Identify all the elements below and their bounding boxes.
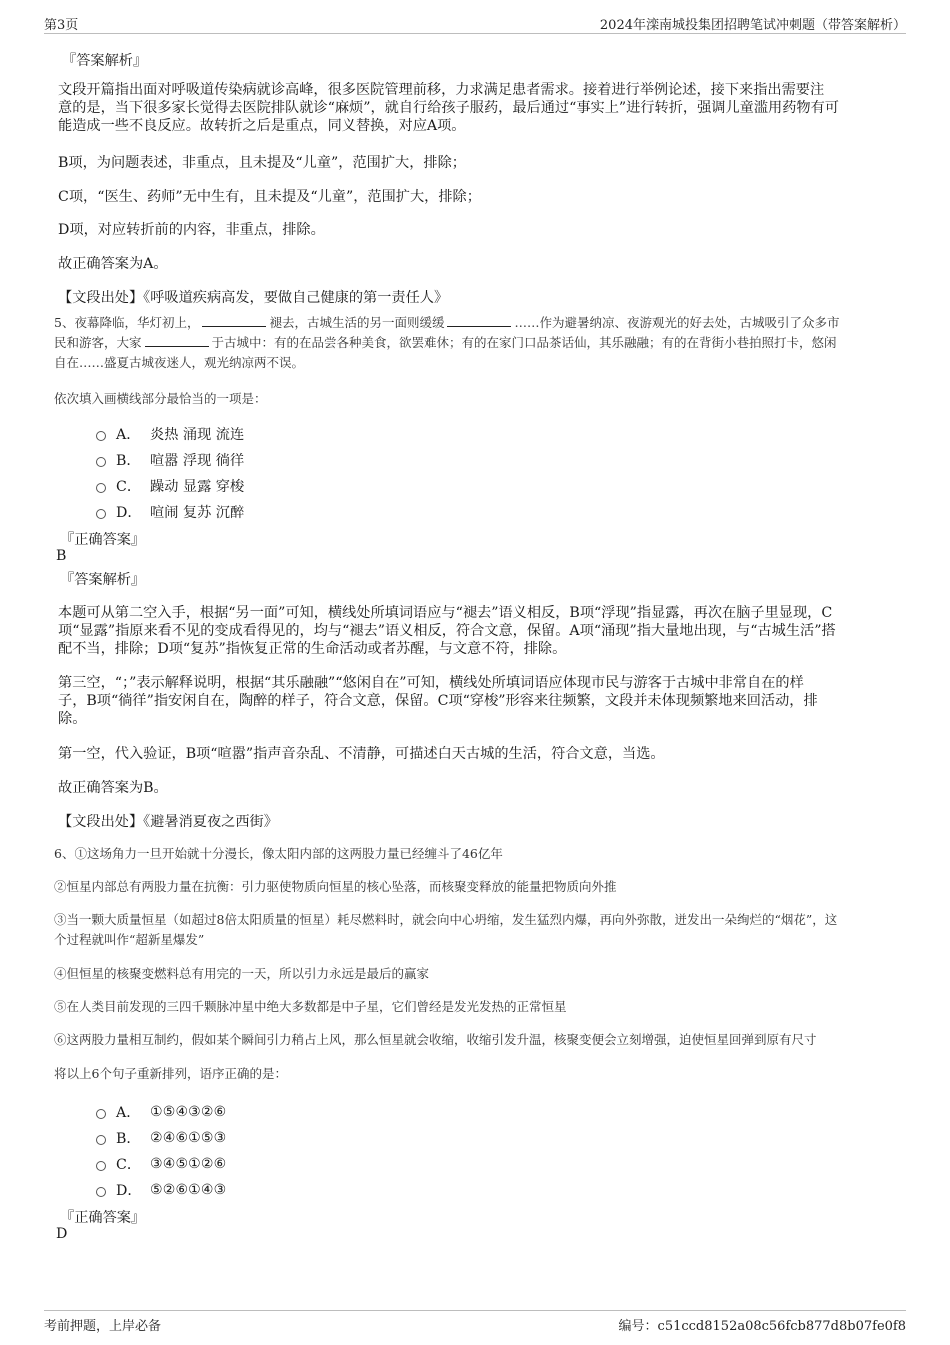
- text-line: 文段开篇指出面对呼吸道传染病就诊高峰，很多医院管理前移，力求满足患者需求。接着进行举例论述，接下来指出需要注: [58, 82, 825, 98]
- q5-option-b[interactable]: B． 喧嚣 浮现 徜徉: [96, 450, 244, 470]
- q4-option-c-analysis: C项，“医生、药师”无中生有，且未提及“儿童”，范围扩大，排除；: [58, 189, 481, 205]
- page-number: 第3页: [44, 18, 79, 33]
- q4-analysis-label: 『答案解析』: [62, 53, 148, 69]
- radio-icon[interactable]: [96, 483, 106, 493]
- q6-sentence-1: 6、①这场角力一旦开始就十分漫长，像太阳内部的这两股力量已经缠斗了46亿年: [54, 846, 503, 861]
- footer-slogan: 考前押题，上岸必备: [44, 1319, 162, 1334]
- q5-source: 【文段出处】《避暑消夏夜之西街》: [58, 814, 278, 830]
- q5-stem-line-3: 自在……盛夏古城夜迷人，观光纳凉两不误。: [54, 355, 305, 370]
- radio-icon[interactable]: [96, 1161, 106, 1171]
- text-line: 配不当，排除；D项“复苏”指恢复正常的生命活动或者苏醒，与文意不符，排除。: [58, 641, 567, 657]
- q6-option-d[interactable]: D． ⑤②⑥①④③: [96, 1180, 226, 1200]
- radio-icon[interactable]: [96, 509, 106, 519]
- q6-answer: D: [56, 1226, 68, 1242]
- q5-option-d[interactable]: D． 喧闹 复苏 沉醉: [96, 502, 244, 522]
- q5-answer-label: 『正确答案』: [60, 532, 146, 548]
- q5-analysis-paragraph-3: 第一空，代入验证，B项“喧嚣”指声音杂乱、不清静，可描述白天古城的生活，符合文意，当选。: [58, 746, 665, 762]
- q6-option-b[interactable]: B． ②④⑥①⑤③: [96, 1128, 226, 1148]
- q6-prompt: 将以上6个句子重新排列，语序正确的是：: [54, 1066, 287, 1081]
- q4-option-d-analysis: D项，对应转折前的内容，非重点，排除。: [58, 222, 325, 238]
- q5-prompt: 依次填入画横线部分最恰当的一项是：: [54, 391, 267, 406]
- q5-stem-line-2: 民和游客，大家 于古城中：有的在品尝各种美食，欲罢难休；有的在家门口品茶话仙，其乐融融；有的在背街小巷拍照打卡，悠闲: [54, 335, 837, 350]
- q5-analysis-label: 『答案解析』: [60, 572, 146, 588]
- radio-icon[interactable]: [96, 1187, 106, 1197]
- q6-option-a[interactable]: A． ①⑤④③②⑥: [96, 1102, 226, 1122]
- footer-code: 编号：c51ccd8152a08c56fcb877d8b07fe0f8: [618, 1319, 906, 1334]
- radio-icon[interactable]: [96, 1135, 106, 1145]
- text-line: 第三空，“；”表示解释说明，根据“其乐融融”“悠闲自在”可知，横线处所填词语应体现市民与游客于古城中非常自在的样: [58, 675, 804, 691]
- fill-blank-3: [145, 334, 209, 347]
- text-line: 本题可从第二空入手，根据“另一面”可知，横线处所填词语应与“褪去”语义相反，B项“浮现”指显露，再次在脑子里显现，C: [58, 605, 833, 621]
- q5-option-a[interactable]: A． 炎热 涌现 流连: [96, 424, 244, 444]
- q6-sentence-5: ⑤在人类目前发现的三四千颗脉冲星中绝大多数都是中子星，它们曾经是发光发热的正常恒星: [54, 999, 567, 1014]
- q6-sentence-2: ②恒星内部总有两股力量在抗衡：引力驱使物质向恒星的核心坠落，而核聚变释放的能量把物质向外推: [54, 879, 617, 894]
- fill-blank-2: [447, 314, 511, 327]
- document-code: c51ccd8152a08c56fcb877d8b07fe0f8: [657, 1319, 906, 1334]
- q5-analysis-paragraph-2: [58, 674, 818, 728]
- header-divider: [44, 33, 906, 34]
- radio-icon[interactable]: [96, 431, 106, 441]
- document-title: 2024年滦南城投集团招聘笔试冲刺题（带答案解析）: [599, 18, 906, 33]
- text-line: 子，B项“徜徉”指安闲自在，陶醉的样子，符合文意，保留。C项“穿梭”形容来往频繁，文段并未体现频繁地来回活动，排: [58, 693, 818, 709]
- fill-blank-1: [202, 314, 266, 327]
- q5-stem-line-1: 5、夜幕降临，华灯初上， 褪去，古城生活的另一面则缓缓 ……作为避暑纳凉、夜游观光的好去处，古城吸引了众多市: [54, 315, 840, 330]
- q5-answer: B: [56, 548, 67, 564]
- footer-divider: [44, 1310, 906, 1311]
- radio-icon[interactable]: [96, 457, 106, 467]
- q4-option-b-analysis: B项，为问题表述，非重点，且未提及“儿童”，范围扩大，排除；: [58, 155, 466, 171]
- text-line: 项“显露”指原来看不见的变成看得见的，均与“褪去”语义相反，符合文意，保留。A项“涌现”指大量地出现，与“古城生活”搭: [58, 623, 836, 639]
- text-line: 除。: [58, 711, 87, 727]
- text-line: 能造成一些不良反应。故转折之后是重点，同义替换，对应A项。: [58, 118, 466, 134]
- q4-conclusion: 故正确答案为A。: [58, 256, 168, 272]
- q5-analysis-paragraph-1: [58, 604, 836, 658]
- q5-conclusion: 故正确答案为B。: [58, 780, 168, 796]
- q4-analysis-paragraph: [58, 81, 839, 135]
- q4-source: 【文段出处】《呼吸道疾病高发，要做自己健康的第一责任人》: [58, 290, 449, 306]
- q6-answer-label: 『正确答案』: [60, 1210, 146, 1226]
- q6-sentence-3: ③当一颗大质量恒星（如超过8倍太阳质量的恒星）耗尽燃料时，就会向中心坍缩，发生猛烈内爆，再向外弥散，迸发出一朵绚烂的“烟花”，这 个过程就叫作“超新星爆发”: [54, 912, 838, 947]
- q6-sentence-6: ⑥这两股力量相互制约，假如某个瞬间引力稍占上风，那么恒星就会收缩，收缩引发升温，核聚变便会立刻增强，迫使恒星回弹到原有尺寸: [54, 1032, 817, 1047]
- q5-option-c[interactable]: C． 躁动 显露 穿梭: [96, 476, 244, 496]
- radio-icon[interactable]: [96, 1109, 106, 1119]
- q6-sentence-4: ④但恒星的核聚变燃料总有用完的一天，所以引力永远是最后的赢家: [54, 966, 430, 981]
- q6-option-c[interactable]: C． ③④⑤①②⑥: [96, 1154, 226, 1174]
- text-line: 意的是，当下很多家长觉得去医院排队就诊“麻烦”，就自行给孩子服药，最后通过“事实上”进行转折，强调儿童滥用药物有可: [58, 100, 839, 116]
